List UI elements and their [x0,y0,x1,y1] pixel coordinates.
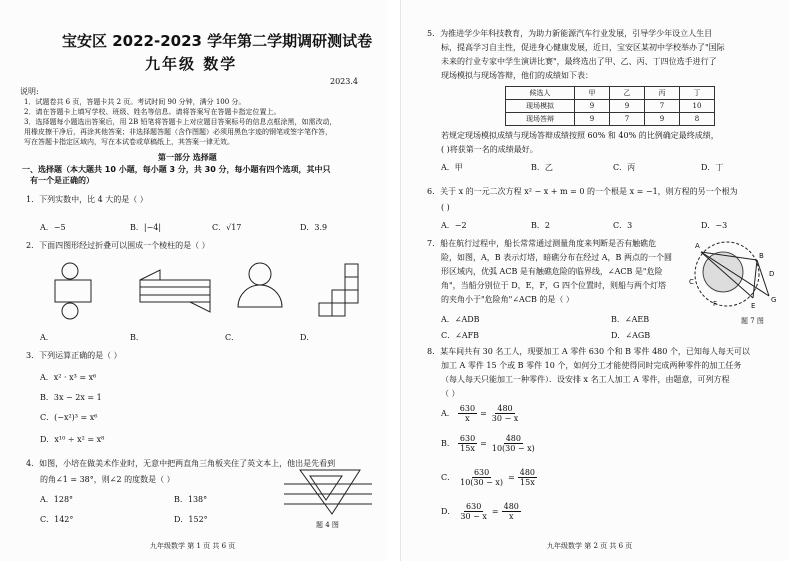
q7-label-b: B [759,252,764,260]
table-row [506,100,715,113]
q5-after-line: 若规定现场模拟成绩与现场答辩成绩按照 60% 和 40% 的比例确定最终成绩， [441,131,719,140]
q4-option-d: D．152° [174,515,208,524]
table-cell: 10 [680,100,715,113]
q6-stem: 6．关于 x 的一元二次方程 x² − x + m = 0 的一个根是 x = −1，则方程的另一个根为 [427,187,738,196]
q7-option-b: B．∠AEB [611,315,650,324]
q7-stem-line: 险，如图，A，B 表示灯塔，暗礁分布在经过 A，B 两点的一个圆 [441,253,672,262]
table-header-cell: 丙 [645,87,680,100]
q1-option-c: C．√17 [212,223,242,232]
q7-label-g: G [771,296,777,304]
q4-figure-caption: 题 4 图 [316,521,339,529]
q8-right-fraction: $\frac{480}{30 - x}$ [491,404,519,423]
q2b-triangle-top [140,270,160,280]
q2b-strip [140,280,210,302]
note-line: 2．请在答题卡上填写学校、班级、姓名等信息。请将答案写在答题卡指定位置上。 [24,108,281,116]
exam-page-1 [0,0,388,561]
q7-stem-line: 形区域内，优弧 ACB 是有触礁危险的临界线，∠ACB 是"危险 [441,267,663,276]
exam-title: 宝安区 2022-2023 学年第二学期调研测试卷 [62,32,373,50]
q2a-rect [55,280,91,302]
q4-option-c: C．142° [40,515,74,524]
q3-option-c: C．(−x²)³ = x⁶ [40,413,98,422]
q2c-semicircle [238,285,282,307]
q2-label-a: A． [40,333,54,342]
q4-option-b: B．138° [174,495,208,504]
table-header-cell: 候选人 [506,87,575,100]
note-line: 用橡皮擦干净后，再涂其他答案；非选择题答题（含作图题）必须用黑色字迹的钢笔或签字笔作答， [24,128,332,136]
q1-stem: 1．下列实数中，比 4 大的是（ ） [26,195,148,204]
q2-label-c: C． [225,333,240,342]
q5-option-c: C．丙 [613,163,636,172]
q3-option-a: A．x² · x³ = x⁶ [40,373,97,382]
q8-option-label: B． [441,439,455,448]
table-cell: 7 [645,100,680,113]
q4-figure [280,464,376,522]
q8-option-a: A． $\frac{630}{x}$ = $\frac{480}{30 - x}$ [441,404,519,423]
q6-blank: ( ) [441,203,450,212]
q5-option-b: B．乙 [531,163,553,172]
q5-score-table [505,86,715,126]
q6-option-b: B．2 [531,221,550,230]
q7-label-c: C [689,278,694,286]
q8-right-fraction: $\frac{480}{15x}$ [519,468,536,487]
q2-stem: 2．下面四图形经过折叠可以围成一个棱柱的是（ ） [26,241,210,250]
table-cell: 7 [610,113,645,126]
q1-option-d: D．3.9 [300,223,328,232]
q8-option-label: D． [441,507,456,516]
page-footer: 九年级数学 第 1 页 共 6 页 [150,542,236,550]
q8-stem-line: 加工 A 零件 15 个或 B 零件 10 个，如何分工才能使得同时完成两种零件的加工任务 [441,361,742,370]
q2-label-b: B． [130,333,144,342]
exam-date: 2023.4 [330,77,358,86]
q7-option-d: D．∠AGB [611,331,651,340]
q7-figure [683,236,777,316]
note-line: 1．试题卷共 6 页，答题卡共 2 页。考试时间 90 分钟，满分 100 分。 [24,98,246,106]
part-title: 第一部分 选择题 [158,153,217,162]
table-header-cell: 甲 [575,87,610,100]
table-cell: 现场答辩 [506,113,575,126]
q6-option-a: A．−2 [441,221,467,230]
q5-stem-line: 未来的行业专家中学生演讲比赛"，最终选出了甲、乙、丙、丁四位选手进行了 [441,57,717,66]
q8-left-fraction: $\frac{630}{10(30 - x)}$ [460,468,504,487]
table-cell: 9 [610,100,645,113]
q7-stem-line: 的夹角小于"危险角"∠ACB 的是（ ） [441,295,574,304]
exam-subtitle: 九年级 数学 [145,55,238,73]
q3-option-d: D．x¹⁰ ÷ x² = x⁸ [40,435,105,444]
q7-label-e: E [751,302,756,310]
q5-stem-line: 现场模拟与现场答辩，他们的成绩如下表： [441,71,593,80]
q5-stem-line: 5．为推进学少年科技教育，为助力新能源汽车行业发展，引导学少年设立人生目 [427,29,713,38]
q8-option-b: B． $\frac{630}{15x}$ = $\frac{480}{10(30 - x)}$ [441,434,535,453]
q7-option-a: A．∠ADB [441,315,480,324]
q2-net-figures [40,262,380,328]
q5-option-d: D．丁 [701,163,724,172]
q7-option-c: C．∠AFB [441,331,480,340]
q8-right-fraction: $\frac{480}{x}$ [503,502,519,521]
q8-option-label: C． [441,473,456,482]
note-line: 写在答题卡指定区域内，写在本试卷或草稿纸上，其答案一律无效。 [24,138,234,146]
notes-heading: 说明: [20,87,39,96]
q5-after-line: ( )将获第一名的成绩最好。 [441,145,538,154]
q7-stem-line: 7．船在航行过程中，船长常常通过测量角度来判断是否有触礁危 [427,239,657,248]
q7-label-a: A [695,242,700,250]
q2b-triangle-bottom [190,302,210,312]
q2a-circle-top [62,263,78,279]
q2-label-d: D． [300,333,315,342]
table-cell: 8 [680,113,715,126]
q8-left-fraction: $\frac{630}{x}$ [459,404,476,423]
q8-option-d: D． $\frac{630}{30 - x}$ = $\frac{480}{x}$ [441,502,519,521]
table-row [506,113,715,126]
q5-option-a: A．甲 [441,163,463,172]
table-cell: 9 [575,100,610,113]
q8-option-c: C． $\frac{630}{10(30 - x)}$ = $\frac{480}{15x}$ [441,468,536,487]
table-header-cell: 丁 [680,87,715,100]
table-cell: 9 [575,113,610,126]
table-cell: 现场模拟 [506,100,575,113]
table-cell: 9 [645,113,680,126]
q1-option-a: A．−5 [40,223,66,232]
q7-stem-line: 角"，当船分别位于 D，E，F，G 四个位置时，则船与两个灯塔 [441,281,666,290]
q8-right-fraction: $\frac{480}{10(30 - x)}$ [491,434,535,453]
q8-option-label: A． [441,409,455,418]
q8-stem-line: （每人每天只能加工一种零件）．设安排 x 名工人加工 A 零件，由题意，可列方程 [441,375,730,384]
q7-figure-caption: 题 7 图 [741,317,764,325]
table-header-row [506,87,715,100]
exam-page-2 [400,0,789,561]
q8-stem-line: （ ） [441,389,460,398]
q4-stem-cont: 的角∠1 = 38°，则∠2 的度数是（ ） [40,475,175,484]
section-title: 一、选择题（本大题共 10 小题，每小题 3 分，共 30 分，每小题有四个选项，其中只 [22,165,331,174]
q4-stem: 4．如图，小培在做美术作业时，无意中把两直角三角板夹住了英文本上，他出是先看到 [26,459,336,468]
q7-label-f: F [713,300,718,308]
q8-left-fraction: $\frac{630}{30 - x}$ [460,502,487,521]
q8-left-fraction: $\frac{630}{15x}$ [459,434,476,453]
q5-stem-line: 标，提高学习自主性，促进身心健康发展，近日，宝安区某初中学校举办了"国际 [441,43,725,52]
q6-option-d: D．−3 [701,221,728,230]
q8-stem-line: 8．某车间共有 30 名工人，现要加工 A 零件 630 个和 B 零件 480 个，已知每人每天可以 [427,347,750,356]
q3-option-b: B．3x − 2x = 1 [40,393,102,402]
q2a-circle-bottom [62,303,78,319]
q1-option-b: B．|−4| [130,223,162,232]
q3-stem: 3．下列运算正确的是（ ） [26,351,122,360]
section-title-cont: 有一个是正确的） [30,176,94,185]
table-header-cell: 乙 [610,87,645,100]
q4-option-a: A．128° [40,495,74,504]
q6-option-c: C．3 [613,221,633,230]
note-line: 3．选择题每小题选出答案后，用 2B 铅笔将答题卡上对应题目答案标号的信息点框涂黑，如需改动， [24,118,337,126]
page-footer: 九年级数学 第 2 页 共 6 页 [547,542,633,550]
q7-label-d: D [769,270,775,278]
q2c-circle [249,263,271,285]
